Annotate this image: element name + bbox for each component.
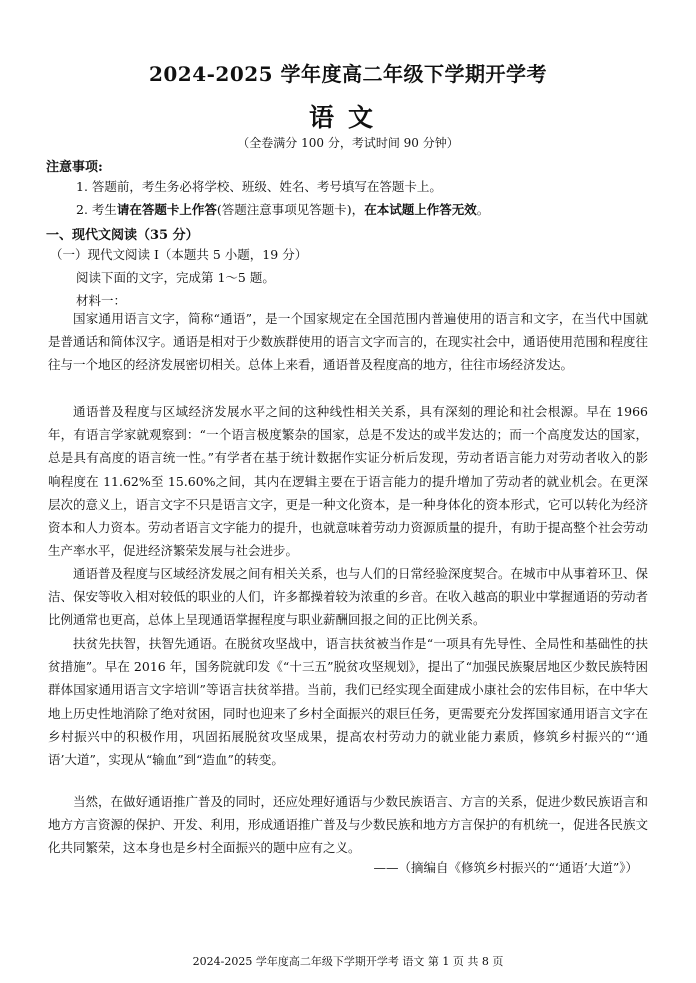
material-label: 材料一： bbox=[76, 293, 127, 308]
notice-item-2-emphasis-1: 请在答题卡上作答 bbox=[116, 202, 217, 217]
exam-title: 2024-2025 学年度高二年级下学期开学考 bbox=[148, 62, 548, 86]
exam-info: （全卷满分 100 分，考试时间 90 分钟） bbox=[237, 136, 459, 150]
section-1-subheading: （一）现代文阅读 I（本题共 5 小题，19 分） bbox=[50, 247, 308, 262]
notice-item-2-prefix: 2. 考生 bbox=[76, 202, 117, 217]
notice-item-2-end: 。 bbox=[476, 202, 490, 217]
subject-title: 语文 bbox=[308, 103, 387, 132]
page-footer: 2024-2025 学年度高二年级下学期开学考 语文 第 1 页 共 8 页 bbox=[192, 955, 504, 968]
notice-item-2 bbox=[76, 201, 489, 219]
passage-paragraph-4: 扶贫先扶智，扶智先通语。在脱贫攻坚战中，语言扶贫被当作是“一项具有先导性、全局性和基础性的扶贫措施”。早在 2016 年，国务院就印发《“十三五”脱贫攻坚规划》，提出了“加强民族聚居地区少数民族特困群体国家通用语言文字培训”等语言扶贫举措。当前，我们已经实现全面建成小康社会的宏伟目标，在中华大地上历史性地消除了绝对贫困，同时也迎来了乡村全面振兴的艰巨任务，更需要充分发挥国家通用语言文字在乡村振兴中的积极作用，巩固拓展脱贫攻坚成果，提高农村劳动力的就业能力素质，修筑乡村振兴的“‘通语’大道”，实现从“输血”到“造血”的转变。 bbox=[48, 636, 649, 768]
passage-paragraph-3: 通语普及程度与区域经济发展之间有相关关系，也与人们的日常经验深度契合。在城市中从事着环卫、保洁、保安等收入相对较低的职业的人们，许多都操着较为浓重的乡音。在收入越高的职业中掌握通语的劳动者比例通常也更高，总体上呈现通语掌握程度与职业薪酬回报之间的正比例关系。 bbox=[48, 566, 649, 628]
reading-instruction: 阅读下面的文字，完成第 1～5 题。 bbox=[76, 270, 275, 285]
passage-source: ——（摘编自《修筑乡村振兴的“‘通语’大道”》） bbox=[373, 860, 638, 875]
passage-paragraph-5: 当然，在做好通语推广普及的同时，还应处理好通语与少数民族语言、方言的关系，促进少数民族语言和地方方言资源的保护、开发、利用，形成通语推广普及与少数民族和地方方言保护的有机统一，促进各民族文化共同繁荣，这本身也是乡村全面振兴的题中应有之义。 bbox=[48, 794, 649, 856]
notice-item-1: 1. 答题前，考生务必将学校、班级、姓名、考号填写在答题卡上。 bbox=[76, 179, 442, 194]
section-1-heading: 一、现代文阅读（35 分） bbox=[46, 228, 199, 243]
passage-paragraph-2: 通语普及程度与区域经济发展水平之间的这种线性相关关系，具有深刻的理论和社会根源。早在 1966 年，有语言学家就观察到：“一个语言极度繁杂的国家，总是不发达的或半发达的；而一个高度发达的国家，总是具有高度的语言统一性。”有学者在基于统计数据作实证分析后发现，劳动者语言能力对劳动者收入的影响程度在 11.62%至 15.60%之间，其内在逻辑主要在于语言能力的提升增加了劳动者的就业机会。在更深层次的意义上，语言文字不只是语言文字，更是一种文化资本，是一种身体化的资本形式，它可以转化为经济资本和人力资本。劳动者语言文字能力的提升，也就意味着劳动力资源质量的提升，有助于提高整个社会劳动生产率水平，促进经济繁荣发展与社会进步。 bbox=[48, 404, 649, 559]
passage-paragraph-1: 国家通用语言文字，简称“通语”，是一个国家规定在全国范围内普遍使用的语言和文字，在当代中国就是普通话和简体汉字。通语是相对于少数族群使用的语言文字而言的，在现实社会中，通语使用范围和程度往往与一个地区的经济发展密切相关。总体上来看，通语普及程度高的地方，往往市场经济发达。 bbox=[48, 311, 649, 373]
notice-item-2-emphasis-2: 在本试题上作答无效 bbox=[364, 202, 477, 217]
notice-heading: 注意事项: bbox=[46, 160, 103, 175]
notice-item-2-middle: (答题注意事项见答题卡)， bbox=[216, 202, 365, 217]
